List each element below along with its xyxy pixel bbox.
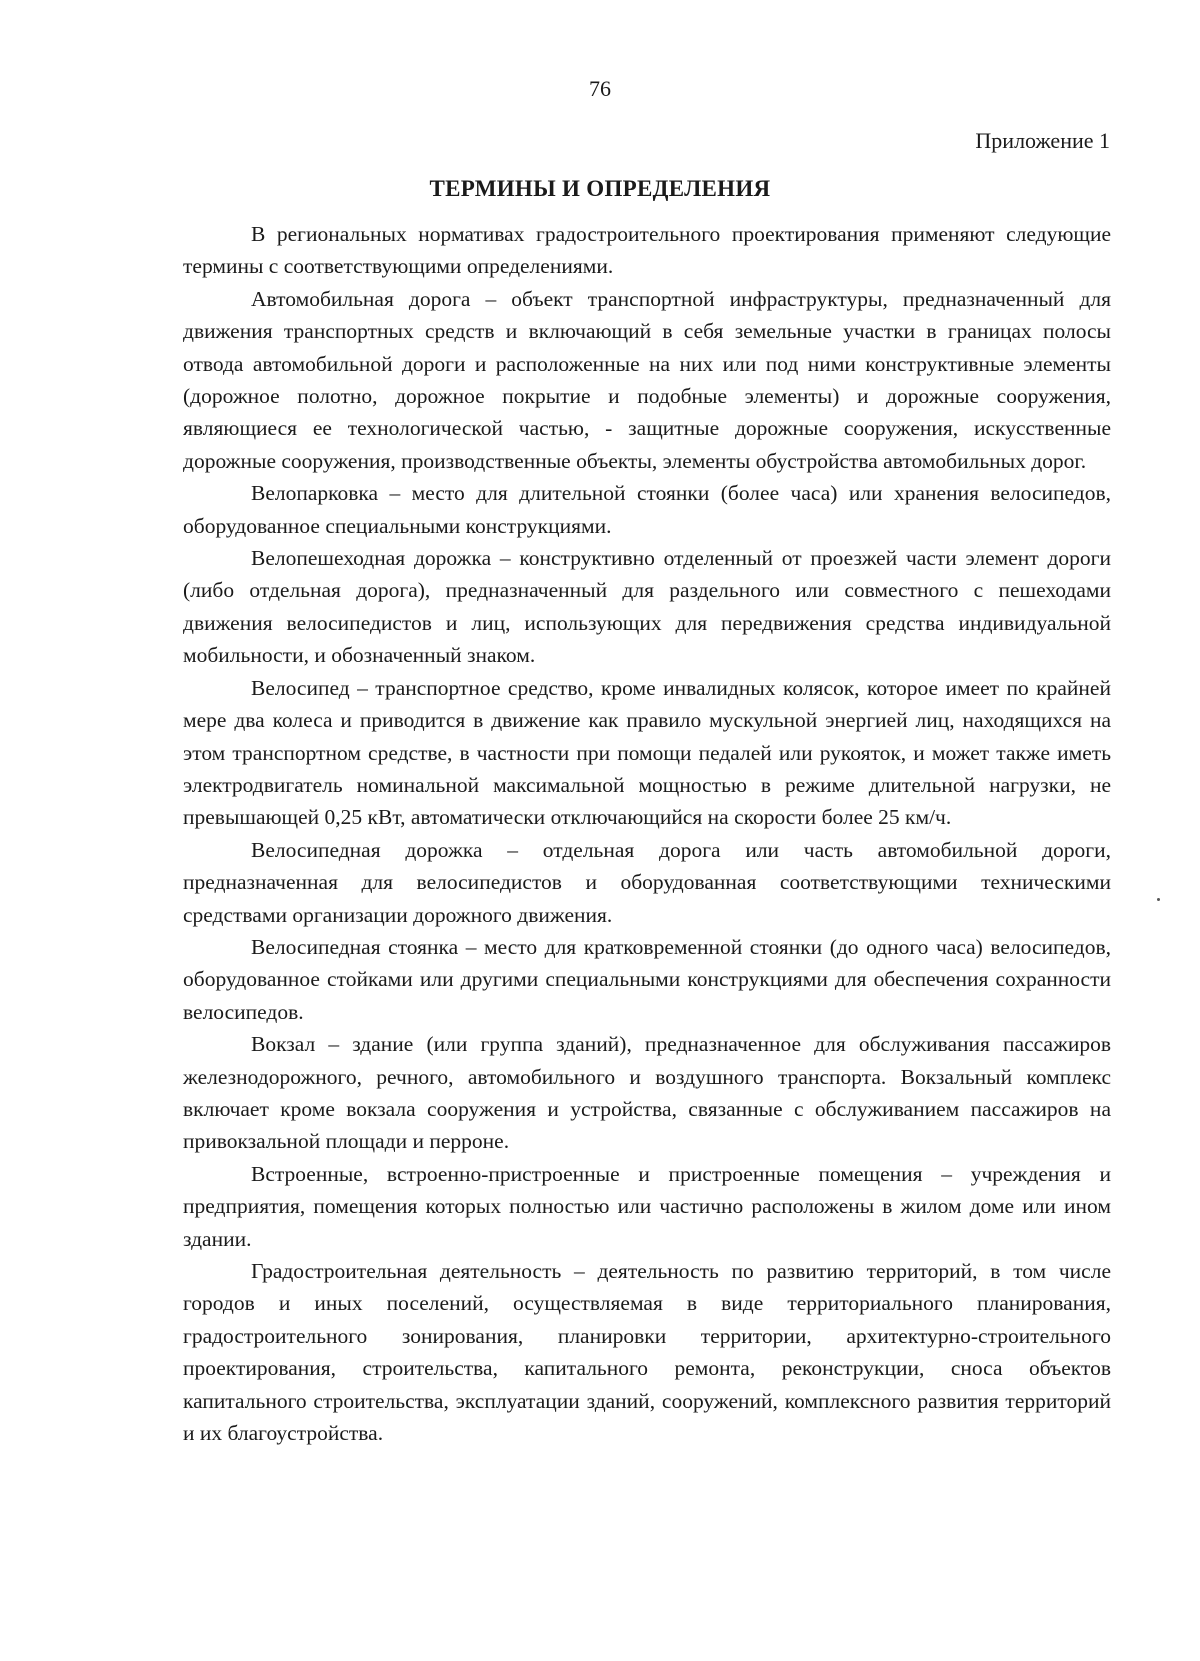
definition-text: – отдельная дорога или часть автомобильной дороги, предназначенная для велосипедистов и оборудованная соответствующими техническими средствами организации дорожного движения. <box>183 837 1111 927</box>
definition-text: – здание (или группа зданий), предназначенное для обслуживания пассажиров железнодорожного, речного, автомобильного и воздушного транспорта. Вокзальный комплекс включает кроме вокзала сооружения и устройства, связанные с обслуживанием пассажиров на привокзальной площади и перроне. <box>183 1032 1111 1154</box>
definition-term: Встроенные, встроенно-пристроенные и пристроенные помещения <box>251 1161 923 1186</box>
definition-paragraph <box>183 672 1111 834</box>
document-title: ТЕРМИНЫ И ОПРЕДЕЛЕНИЯ <box>429 176 771 201</box>
definition-paragraph <box>183 1028 1111 1158</box>
definition-paragraph <box>183 1255 1111 1449</box>
definition-term: Велосипедная дорожка <box>251 837 483 862</box>
definition-term: Велосипед <box>251 675 350 700</box>
definition-text: – деятельность по развитию территорий, в том числе городов и иных поселений, осуществляемая в виде территориального планирования, градостроительного зонирования, планировки территории, архитектурно-строительного проектирования, строительства, капитального ремонта, реконструкции, сноса объектов капитального строительства, эксплуатации зданий, сооружений, комплексного развития территорий и их благоустройства. <box>183 1259 1111 1446</box>
page-number: 76 <box>589 76 611 101</box>
definition-text: – учреждения и предприятия, помещения которых полностью или частично расположены в жилом доме или ином здании. <box>183 1161 1111 1251</box>
definition-text: – место для кратковременной стоянки (до одного часа) велосипедов, оборудованное стойками или другими специальными конструкциями для обеспечения сохранности велосипедов. <box>183 934 1111 1024</box>
definition-paragraph <box>183 283 1111 477</box>
definition-text: – место для длительной стоянки (более часа) или хранения велосипедов, оборудованное специальными конструкциями. <box>183 481 1111 538</box>
definition-text: – транспортное средство, кроме инвалидных колясок, которое имеет по крайней мере два колеса и приводится в движение как правило мускульной энергией лиц, находящихся на этом транспортном средстве, в частности при помощи педалей или рукояток, и может также иметь электродвигатель номинальной максимальной мощностью в режиме длительной нагрузки, не превышающей 0,25 кВт, автоматически отключающийся на скорости более 25 км/ч. <box>183 675 1111 830</box>
definition-paragraph <box>183 1158 1111 1255</box>
definition-paragraph <box>183 542 1111 672</box>
definition-term: Автомобильная дорога <box>251 286 471 311</box>
scan-speck <box>1157 898 1160 901</box>
definition-term: Вокзал <box>251 1032 316 1057</box>
definition-paragraph <box>183 477 1111 542</box>
definition-paragraph <box>183 834 1111 931</box>
intro-paragraph: В региональных нормативах градостроительного проектирования применяют следующие термины с соответствующими определениями. <box>183 222 1111 279</box>
definition-text: – конструктивно отделенный от проезжей части элемент дороги (либо отдельная дорога), предназначенный для раздельного или совместного с пешеходами движения велосипедистов и лиц, использующих для передвижения средства индивидуальной мобильности, и обозначенный знаком. <box>183 546 1111 668</box>
document-body <box>183 218 1111 1449</box>
definition-term: Велопешеходная дорожка <box>251 546 492 571</box>
definition-term: Градостроительная деятельность <box>251 1259 562 1283</box>
definition-term: Велопарковка <box>251 481 379 506</box>
definition-term: Велосипедная стоянка <box>251 934 459 959</box>
definition-text: – объект транспортной инфраструктуры, предназначенный для движения транспортных средств и включающий в себя земельные участки в границах полосы отвода автомобильной дороги и расположенные на них или под ними конструктивные элементы (дорожное полотно, дорожное покрытие и подобные элементы) и дорожные сооружения, являющиеся ее технологической частью, - защитные дорожные сооружения, искусственные дорожные сооружения, производственные объекты, элементы обустройства автомобильных дорог. <box>183 286 1112 473</box>
definition-paragraph <box>183 931 1111 1028</box>
appendix-label: Приложение 1 <box>975 128 1110 153</box>
